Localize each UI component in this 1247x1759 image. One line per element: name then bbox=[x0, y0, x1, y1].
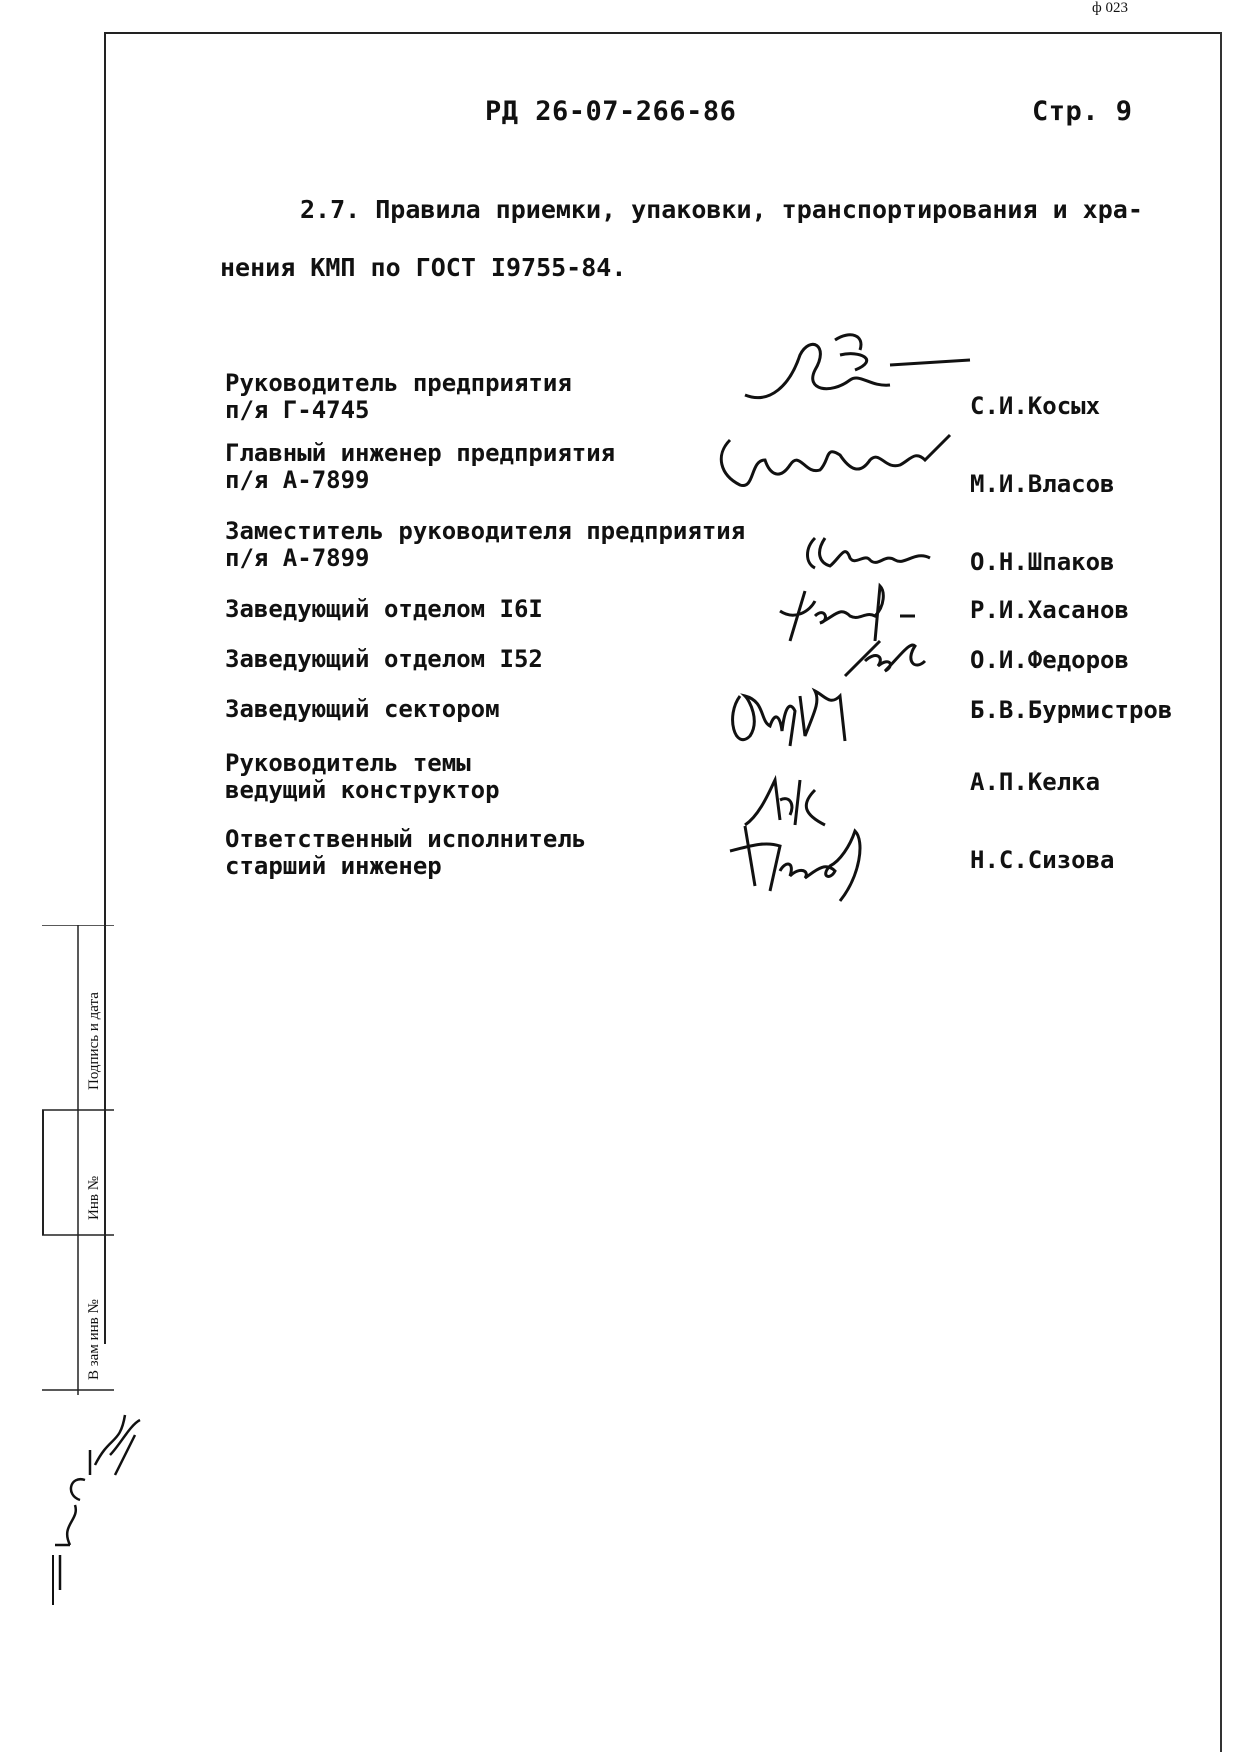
handwritten-signature bbox=[720, 676, 870, 756]
signatory-row bbox=[0, 370, 1247, 430]
signatory-role: Ответственный исполнитель старший инженер bbox=[225, 825, 587, 880]
stamp-inv-no-label: Инв № bbox=[86, 1175, 102, 1220]
signatory-role: Руководитель предприятия п/я Г-4745 bbox=[225, 369, 572, 424]
margin-stamp-box bbox=[42, 925, 114, 1395]
handwritten-signature bbox=[710, 430, 960, 500]
document-code: РД 26-07-266-86 bbox=[485, 96, 737, 127]
frame-top-border bbox=[104, 32, 1221, 34]
signatory-role: Заведующий сектором bbox=[225, 695, 500, 723]
clause-line-2: нения КМП по ГОСТ I9755-84. bbox=[220, 253, 627, 282]
signatory-row bbox=[0, 440, 1247, 500]
signatory-role: Заведующий отделом I52 bbox=[225, 645, 543, 673]
signatory-row bbox=[0, 750, 1247, 810]
handwritten-signature bbox=[725, 816, 885, 906]
signatory-role: Руководитель темы ведущий конструктор bbox=[225, 749, 500, 804]
signatory-name: С.И.Косых bbox=[970, 392, 1101, 420]
stamp-vzam-inv-label: В зам инв № bbox=[86, 1299, 102, 1380]
signatory-name: А.П.Келка bbox=[970, 768, 1101, 796]
form-code: ф 023 bbox=[1092, 0, 1128, 16]
handwritten-signature bbox=[800, 528, 940, 578]
signatory-name: О.И.Федоров bbox=[970, 646, 1129, 674]
signatory-row bbox=[0, 826, 1247, 886]
signatory-row bbox=[0, 518, 1247, 578]
signatory-role: Главный инженер предприятия п/я А-7899 bbox=[225, 439, 616, 494]
page-number: Стр. 9 bbox=[1032, 96, 1133, 127]
signatory-row bbox=[0, 696, 1247, 756]
signatory-name: Р.И.Хасанов bbox=[970, 596, 1129, 624]
signatory-name: М.И.Власов bbox=[970, 470, 1115, 498]
signatory-role: Заведующий отделом I6I bbox=[225, 595, 543, 623]
handwritten-margin-note bbox=[50, 1405, 150, 1609]
signatory-name: Н.С.Сизова bbox=[970, 846, 1115, 874]
handwritten-signature bbox=[740, 325, 980, 425]
signatory-role: Заместитель руководителя предприятия п/я А-7899 bbox=[225, 517, 746, 572]
stamp-signature-date-label: Подпись и дата bbox=[86, 992, 102, 1090]
frame-right-border bbox=[1220, 32, 1222, 1752]
clause-line-1: 2.7. Правила приемки, упаковки, транспортирования и хра- bbox=[300, 195, 1143, 224]
signatory-name: О.Н.Шпаков bbox=[970, 548, 1115, 576]
signatory-name: Б.В.Бурмистров bbox=[970, 696, 1173, 724]
